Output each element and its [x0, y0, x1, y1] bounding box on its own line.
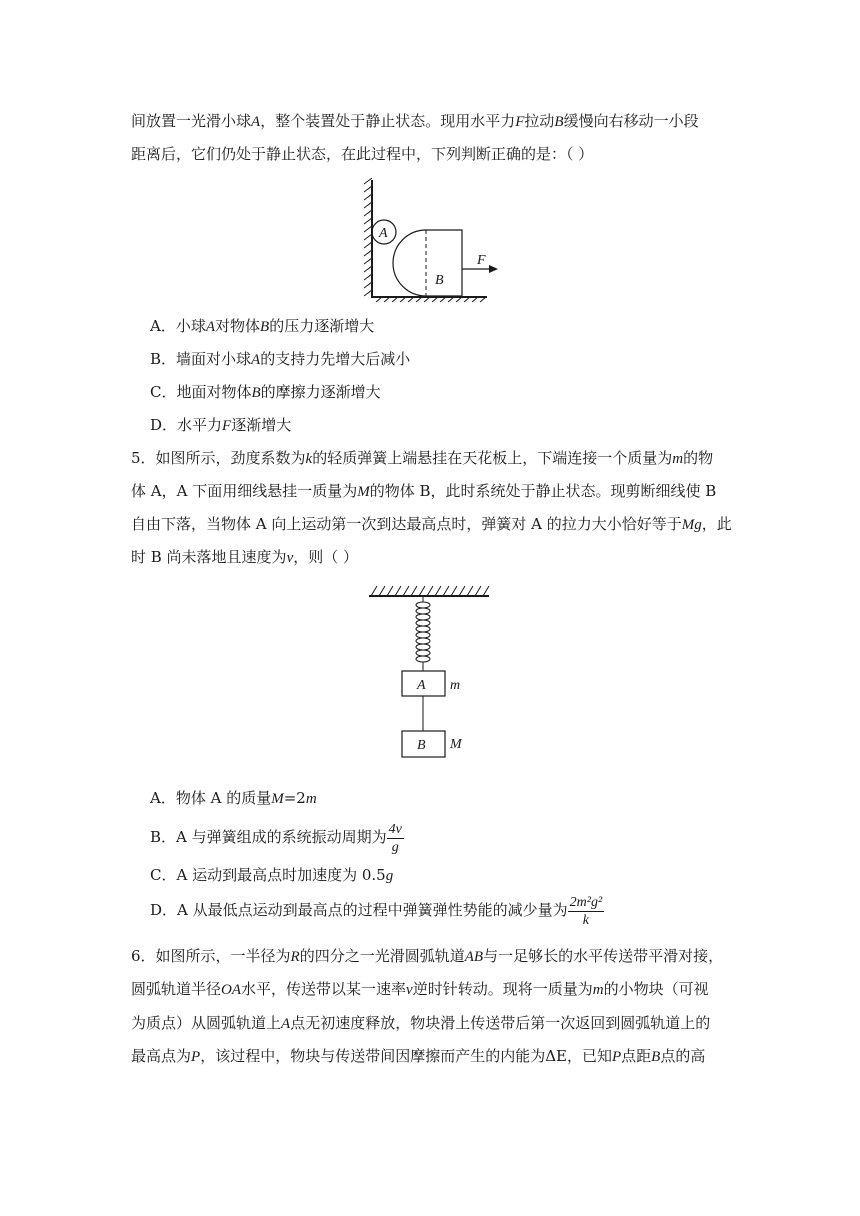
q6-stem-line3: 为质点）从圆弧轨道上A点无初速度释放，物块滑上传送带后第一次返回到圆弧轨道上的 [131, 1014, 711, 1032]
q4-stem-line2: 距离后，它们仍处于静止状态，在此过程中，下列判断正确的是：（ ） [131, 145, 594, 163]
q4-option-c: C．地面对物体B的摩擦力逐渐增大 [150, 383, 381, 401]
q6-stem-line2: 圆弧轨道半径OA水平，传送带以某一速率v逆时针转动。现将一质量为m的小物块（可视 [131, 980, 709, 998]
q4-figure [362, 178, 512, 303]
q5-stem-line4: 时 B 尚未落地且速度为v，则（ ） [131, 548, 359, 566]
ball-a-label: A [379, 226, 388, 241]
block-b-label: B [417, 738, 426, 753]
force-label: F [477, 253, 486, 268]
q5-stem-line3: 自由下落，当物体 A 向上运动第一次到达最高点时，弹簧对 A 的拉力大小恰好等于Mg，此 [131, 515, 732, 533]
energy-fraction: $\frac{\text{2m²g²}}{k}$ [569, 894, 603, 928]
q4-option-b: B．墙面对小球A的支持力先增大后减小 [150, 350, 411, 368]
q5-option-b: B．A 与弹簧组成的系统振动周期为 $\frac{4v}{g}$ [150, 821, 402, 855]
ceiling [369, 586, 489, 596]
wall [364, 178, 372, 298]
floor [372, 297, 487, 302]
q6-stem-line4: 最高点为P，该过程中，物块与传送带间因摩擦而产生的内能为ΔE，已知P点距B点的高 [131, 1047, 706, 1065]
block-b-label: B [435, 273, 444, 288]
mass-m-label: m [450, 678, 461, 693]
block-b [393, 230, 462, 296]
mass-M-label: M [450, 737, 462, 752]
q5-option-a: A．物体 A 的质量M=2m [150, 789, 317, 807]
q6-stem-line1: 6．如图所示，一半径为R的四分之一光滑圆弧轨道AB与一足够长的水平传送带平滑对接， [131, 947, 724, 965]
q5-stem-line1: 5．如图所示，劲度系数为k的轻质弹簧上端悬挂在天花板上，下端连接一个质量为m的物 [131, 449, 714, 467]
q5-stem-line2: 体 A，A 下面用细线悬挂一质量为M的物体 B，此时系统处于静止状态。现剪断细线使 B [131, 482, 717, 500]
q4-stem-line1: 间放置一光滑小球A，整个装置处于静止状态。现用水平力F拉动B缓慢向右移动一小段 [131, 112, 699, 130]
q5-option-d: D．A 从最低点运动到最高点的过程中弹簧弹性势能的减少量为 $\frac{\text{2m²g²}}{k}$ [150, 894, 603, 928]
q4-option-a: A．小球A对物体B的压力逐渐增大 [150, 317, 375, 335]
q5-figure [365, 582, 495, 767]
period-fraction: $\frac{4v}{g}$ [388, 821, 402, 855]
q4-option-d: D．水平力F逐渐增大 [150, 416, 292, 434]
q5-option-c: C．A 运动到最高点时加速度为 0.5g [150, 866, 394, 884]
spring [416, 596, 430, 671]
block-a-label: A [417, 678, 426, 693]
